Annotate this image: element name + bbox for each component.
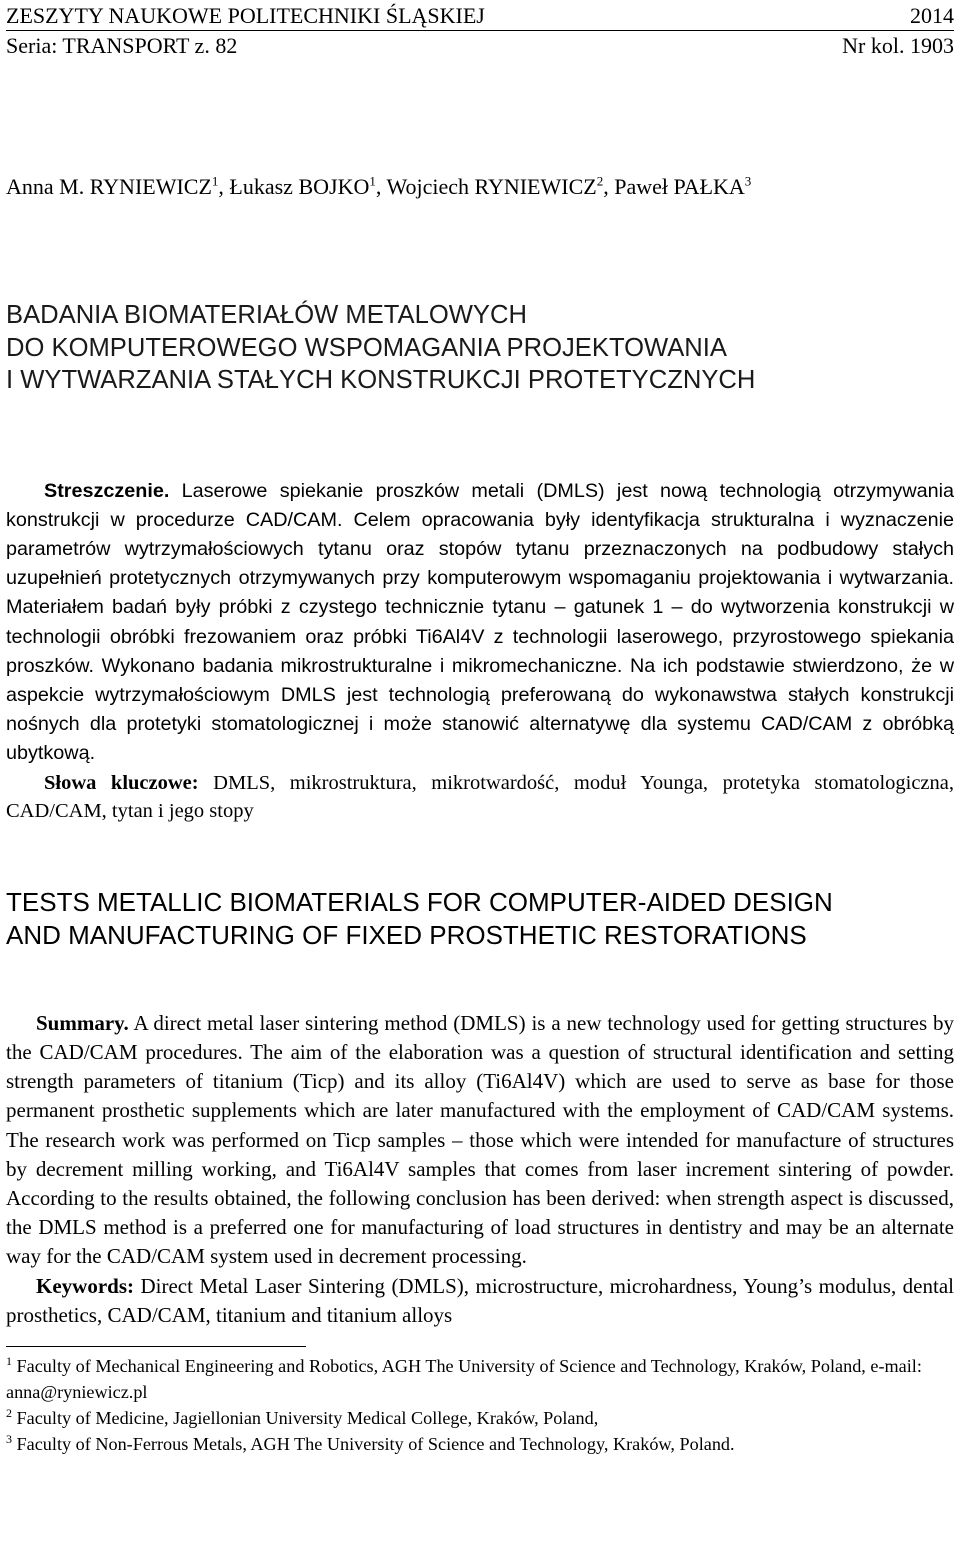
abstract-text: Laserowe spiekanie proszków metali (DMLS) jest nową technologią otrzymywania konstrukcji w procedurze CAD/CAM. Celem opracowania były identyfikacja strukturalna i wyznaczenie parametrów wytrzymałościowych tytanu oraz stopów tytanu przeznaczonych na podbudowy stałych uzupełnień protetycznych otrzymywanych przy komputerowym wspomaganiu projektowania i wytwarzania. Materiałem badań były próbki z czystego technicznie tytanu – gatunek 1 – do wytworzenia konstrukcji w technologii obróbki frezowaniem oraz próbki Ti6Al4V z technologii laserowego, przyrostowego spiekania proszków. Wykonano badania mikrostrukturalne i mikromechaniczne. Na ich podstawie stwierdzono, że w aspekcie wytrzymałościowym DMLS jest technologią preferowaną do wykonawstwa stałych konstrukcji nośnych dla protetyki stomatologicznej i może stanowić alternatywę dla systemu CAD/CAM z obróbką ubytkową. [6, 479, 954, 765]
journal-name: ZESZYTY NAUKOWE POLITECHNIKI ŚLĄSKIEJ [6, 3, 485, 28]
footnote-text: Faculty of Medicine, Jagiellonian University Medical College, Kraków, Poland, [12, 1407, 599, 1428]
summary-label: Summary. [36, 1010, 129, 1035]
footnotes [6, 1353, 954, 1457]
journal-year: 2014 [910, 3, 954, 28]
summary-english [6, 1009, 954, 1272]
keywords-text: DMLS, mikrostruktura, mikrotwardość, moduł Younga, protetyka stomatologiczna, CAD/CAM, tytan i jego stopy [6, 771, 955, 823]
author: Anna M. RYNIEWICZ$^1$, [6, 173, 230, 199]
footnote [6, 1405, 954, 1431]
footnote-number: 2 [6, 1405, 12, 1420]
author: Łukasz BOJKO$^1$, [229, 173, 387, 199]
author: Wojciech RYNIEWICZ$^2$, [386, 173, 615, 199]
keywords-polish [6, 769, 954, 826]
title-line: TESTS METALLIC BIOMATERIALS FOR COMPUTER-AIDED DESIGN [6, 886, 833, 917]
title-line: BADANIA BIOMATERIAŁÓW METALOWYCH [6, 301, 527, 329]
footnote-text: Faculty of Mechanical Engineering and Robotics, AGH The University of Science and Technology, Kraków, Poland, e-mail: anna@ryniewicz.pl [6, 1355, 922, 1402]
affiliation-mark: 3 [744, 173, 752, 189]
footnote-number: 1 [6, 1353, 12, 1368]
keywords-label: Keywords: [36, 1273, 134, 1298]
footnote [6, 1353, 954, 1405]
footnote [6, 1431, 954, 1457]
affiliation-mark: 2 [596, 173, 604, 189]
affiliation-mark: 1 [369, 173, 376, 189]
paper-title-english [6, 886, 954, 953]
footnote-divider [6, 1346, 306, 1347]
paper-title-polish [6, 299, 954, 397]
keywords-text: Direct Metal Laser Sintering (DMLS), microstructure, microhardness, Young’s modulus, dental prosthetics, CAD/CAM, titanium and titanium alloys [6, 1273, 954, 1327]
affiliation-mark: 1 [211, 173, 219, 189]
author: Paweł PAŁKA$^3$ [614, 173, 752, 199]
title-line: DO KOMPUTEROWEGO WSPOMAGANIA PROJEKTOWANIA [6, 333, 727, 362]
author-list [6, 173, 954, 201]
keywords-label: Słowa kluczowe: [44, 771, 199, 794]
paper-page [6, 0, 954, 1457]
abstract-label: Streszczenie. [44, 479, 170, 502]
footnote-text: Faculty of Non-Ferrous Metals, AGH The University of Science and Technology, Kraków, Poland. [12, 1433, 735, 1454]
series-header [6, 31, 954, 61]
title-line: AND MANUFACTURING OF FIXED PROSTHETIC RESTORATIONS [6, 920, 807, 951]
issue-number: Nr kol. 1903 [842, 33, 954, 58]
footnote-number: 3 [6, 1431, 12, 1446]
title-line: I WYTWARZANIA STAŁYCH KONSTRUKCJI PROTETYCZNYCH [6, 366, 756, 394]
series-name: Seria: TRANSPORT z. 82 [6, 33, 238, 58]
summary-text: A direct metal laser sintering method (DMLS) is a new technology used for getting structures by the CAD/CAM procedures. The aim of the elaboration was a question of structural identification and setting strength parameters of titanium (Ticp) and its alloy (Ti6Al4V) which are used to serve as base for those permanent prosthetic supplements which are later manufactured with the employment of CAD/CAM systems. The research work was performed on Ticp samples – those which were intended for manufacture of structures by decrement milling working, and Ti6Al4V samples that comes from laser increment sintering of powder. According to the results obtained, the following conclusion has been derived: when strength aspect is discussed, the DMLS method is a preferred one for manufacturing of load structures in dentistry and may be an alternate way for the CAD/CAM system used in decrement processing. [6, 1010, 954, 1269]
keywords-english [6, 1272, 954, 1330]
journal-header [6, 0, 954, 31]
abstract-polish [6, 477, 954, 769]
